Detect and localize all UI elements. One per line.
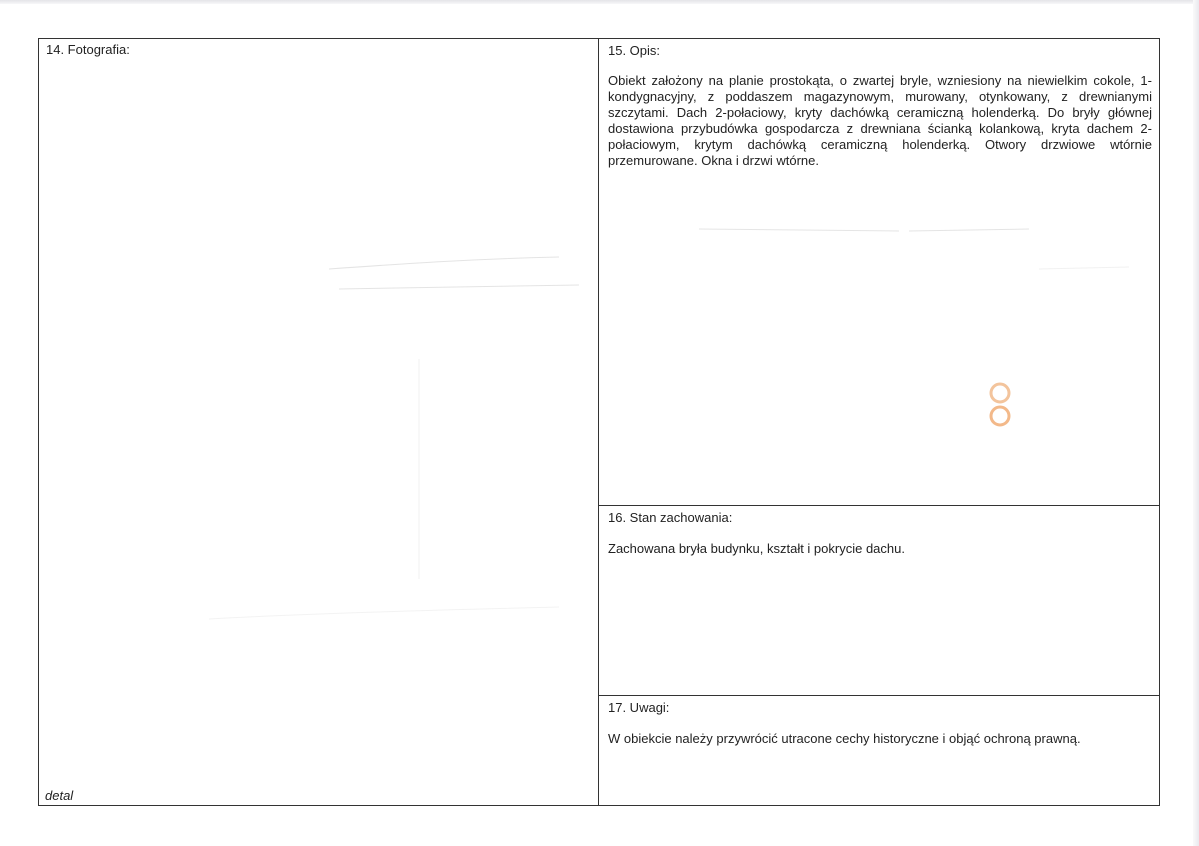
description-label: 15. Opis: xyxy=(608,43,661,58)
remarks-text: W obiekcie należy przywrócić utracone cechy historyczne i objąć ochroną prawną. xyxy=(608,731,1081,746)
remarks-cell xyxy=(599,696,1159,805)
condition-text: Zachowana bryła budynku, kształt i pokrycie dachu. xyxy=(608,541,905,556)
faded-show-through xyxy=(699,199,1139,309)
condition-cell xyxy=(599,506,1159,696)
photo-area xyxy=(39,59,598,779)
remarks-label: 17. Uwagi: xyxy=(608,700,670,715)
photo-caption: detal xyxy=(45,788,74,803)
description-cell xyxy=(599,39,1159,506)
scan-edge-top xyxy=(0,0,1199,4)
condition-label: 16. Stan zachowania: xyxy=(608,510,733,525)
photo-cell xyxy=(39,39,599,805)
photo-label: 14. Fotografia: xyxy=(46,42,130,57)
faded-photo-traces xyxy=(39,59,598,779)
description-text: Obiekt założony na planie prostokąta, o zwartej bryle, wzniesiony na niewielkim cokole, 1-kondygnacyjny, z poddaszem magazynowym, murowany, otynkowany, z drewnianymi szczytami. Dach 2-połaciowy, kryty dachówką ceramiczną holenderką. Do bryły głównej dostawiona przybudówka gospodarcza z drewniana ścianką kolankową, kryta dachem 2-połaciowym, krytym dachówką ceramiczną holenderką. Otwory drzwiowe wtórnie przemurowane. Okna i drzwi wtórne. xyxy=(608,73,1152,168)
scan-edge-right xyxy=(1193,0,1199,846)
orange-binder-mark xyxy=(987,382,1013,430)
right-column xyxy=(599,39,1159,805)
